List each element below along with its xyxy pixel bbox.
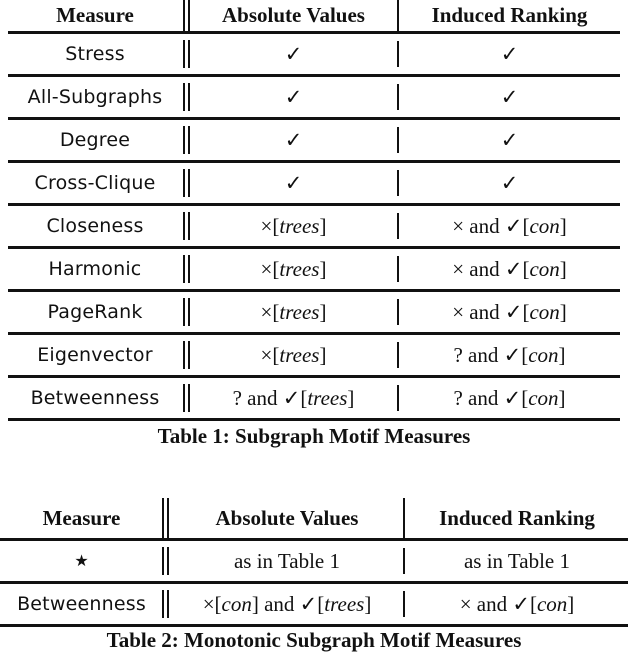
table-row (8, 77, 620, 117)
double-divider (183, 212, 190, 240)
header-cell: Measure (56, 3, 134, 27)
induced-ranking-cell: × and ✓[ con ] (459, 591, 575, 616)
absolute-values-cell: as in Table 1 (233, 548, 341, 573)
single-divider (397, 170, 399, 196)
double-divider (183, 83, 190, 111)
single-divider (397, 342, 399, 368)
table-row (8, 206, 620, 246)
header-cell: Absolute Values (222, 3, 365, 27)
double-divider (162, 547, 169, 575)
absolute-values-cell: ✓ (284, 41, 303, 66)
table-2 (0, 498, 628, 628)
double-divider (162, 498, 169, 538)
single-divider (403, 548, 405, 574)
measure-cell: PageRank (47, 301, 143, 323)
table-1 (8, 0, 620, 420)
single-divider (403, 498, 405, 538)
measure-cell: Betweenness (30, 387, 160, 409)
induced-ranking-cell: as in Table 1 (463, 548, 571, 573)
header-row (8, 0, 620, 31)
induced-ranking-cell: ✓ (500, 41, 519, 66)
absolute-values-cell: ×[ con ] and ✓[ trees ] (202, 591, 372, 616)
single-divider (397, 41, 399, 67)
double-divider (183, 0, 190, 31)
double-divider (183, 298, 190, 326)
absolute-values-cell: ✓ (284, 127, 303, 152)
measure-cell: Harmonic (48, 258, 142, 280)
absolute-values-cell: ×[ trees ] (260, 256, 327, 281)
single-divider (397, 256, 399, 282)
header-cell: Induced Ranking (431, 3, 588, 27)
single-divider (403, 591, 405, 617)
absolute-values-cell: ✓ (284, 170, 303, 195)
measure-cell: Cross-Clique (34, 172, 156, 194)
induced-ranking-cell: × and ✓[ con ] (452, 256, 567, 281)
measure-cell: Closeness (46, 215, 144, 237)
measure-cell: Betweenness (17, 593, 146, 615)
single-divider (397, 84, 399, 110)
absolute-values-cell: ×[ trees ] (260, 299, 327, 324)
table-row (8, 335, 620, 375)
absolute-values-cell: ×[ trees ] (260, 213, 327, 238)
table-row (8, 163, 620, 203)
header-cell: Absolute Values (215, 505, 359, 530)
measure-cell: Degree (59, 129, 131, 151)
table-1-caption: Table 1: Subgraph Motif Measures (157, 424, 471, 448)
measure-cell: All-Subgraphs (27, 86, 163, 108)
header-row (0, 498, 628, 538)
induced-ranking-cell: ✓ (500, 127, 519, 152)
table-row (8, 378, 620, 418)
header-cell: Induced Ranking (439, 505, 595, 530)
double-divider (183, 126, 190, 154)
table-row (8, 34, 620, 74)
rule (0, 624, 628, 627)
induced-ranking-cell: ? and ✓[ con ] (453, 342, 566, 367)
table-2-caption: Table 2: Monotonic Subgraph Motif Measures (106, 628, 522, 652)
single-divider (397, 0, 399, 31)
induced-ranking-cell: ✓ (500, 84, 519, 109)
absolute-values-cell: ✓ (284, 84, 303, 109)
measure-cell: ★ (74, 553, 89, 570)
single-divider (397, 385, 399, 411)
table-row (0, 584, 628, 624)
induced-ranking-cell: × and ✓[ con ] (452, 299, 567, 324)
rule (8, 418, 620, 421)
double-divider (183, 341, 190, 369)
measure-cell: Stress (65, 43, 125, 65)
absolute-values-cell: ×[ trees ] (260, 342, 327, 367)
table-row (8, 120, 620, 160)
absolute-values-cell: ? and ✓[ trees ] (232, 385, 355, 410)
header-cell: Measure (42, 505, 121, 530)
induced-ranking-cell: × and ✓[ con ] (452, 213, 567, 238)
double-divider (183, 255, 190, 283)
double-divider (183, 384, 190, 412)
single-divider (397, 127, 399, 153)
double-divider (162, 590, 169, 618)
double-divider (183, 40, 190, 68)
induced-ranking-cell: ? and ✓[ con ] (453, 385, 566, 410)
table-row (8, 292, 620, 332)
table-row (0, 541, 628, 581)
measure-cell: Eigenvector (37, 344, 153, 366)
single-divider (397, 213, 399, 239)
table-row (8, 249, 620, 289)
induced-ranking-cell: ✓ (500, 170, 519, 195)
single-divider (397, 299, 399, 325)
double-divider (183, 169, 190, 197)
